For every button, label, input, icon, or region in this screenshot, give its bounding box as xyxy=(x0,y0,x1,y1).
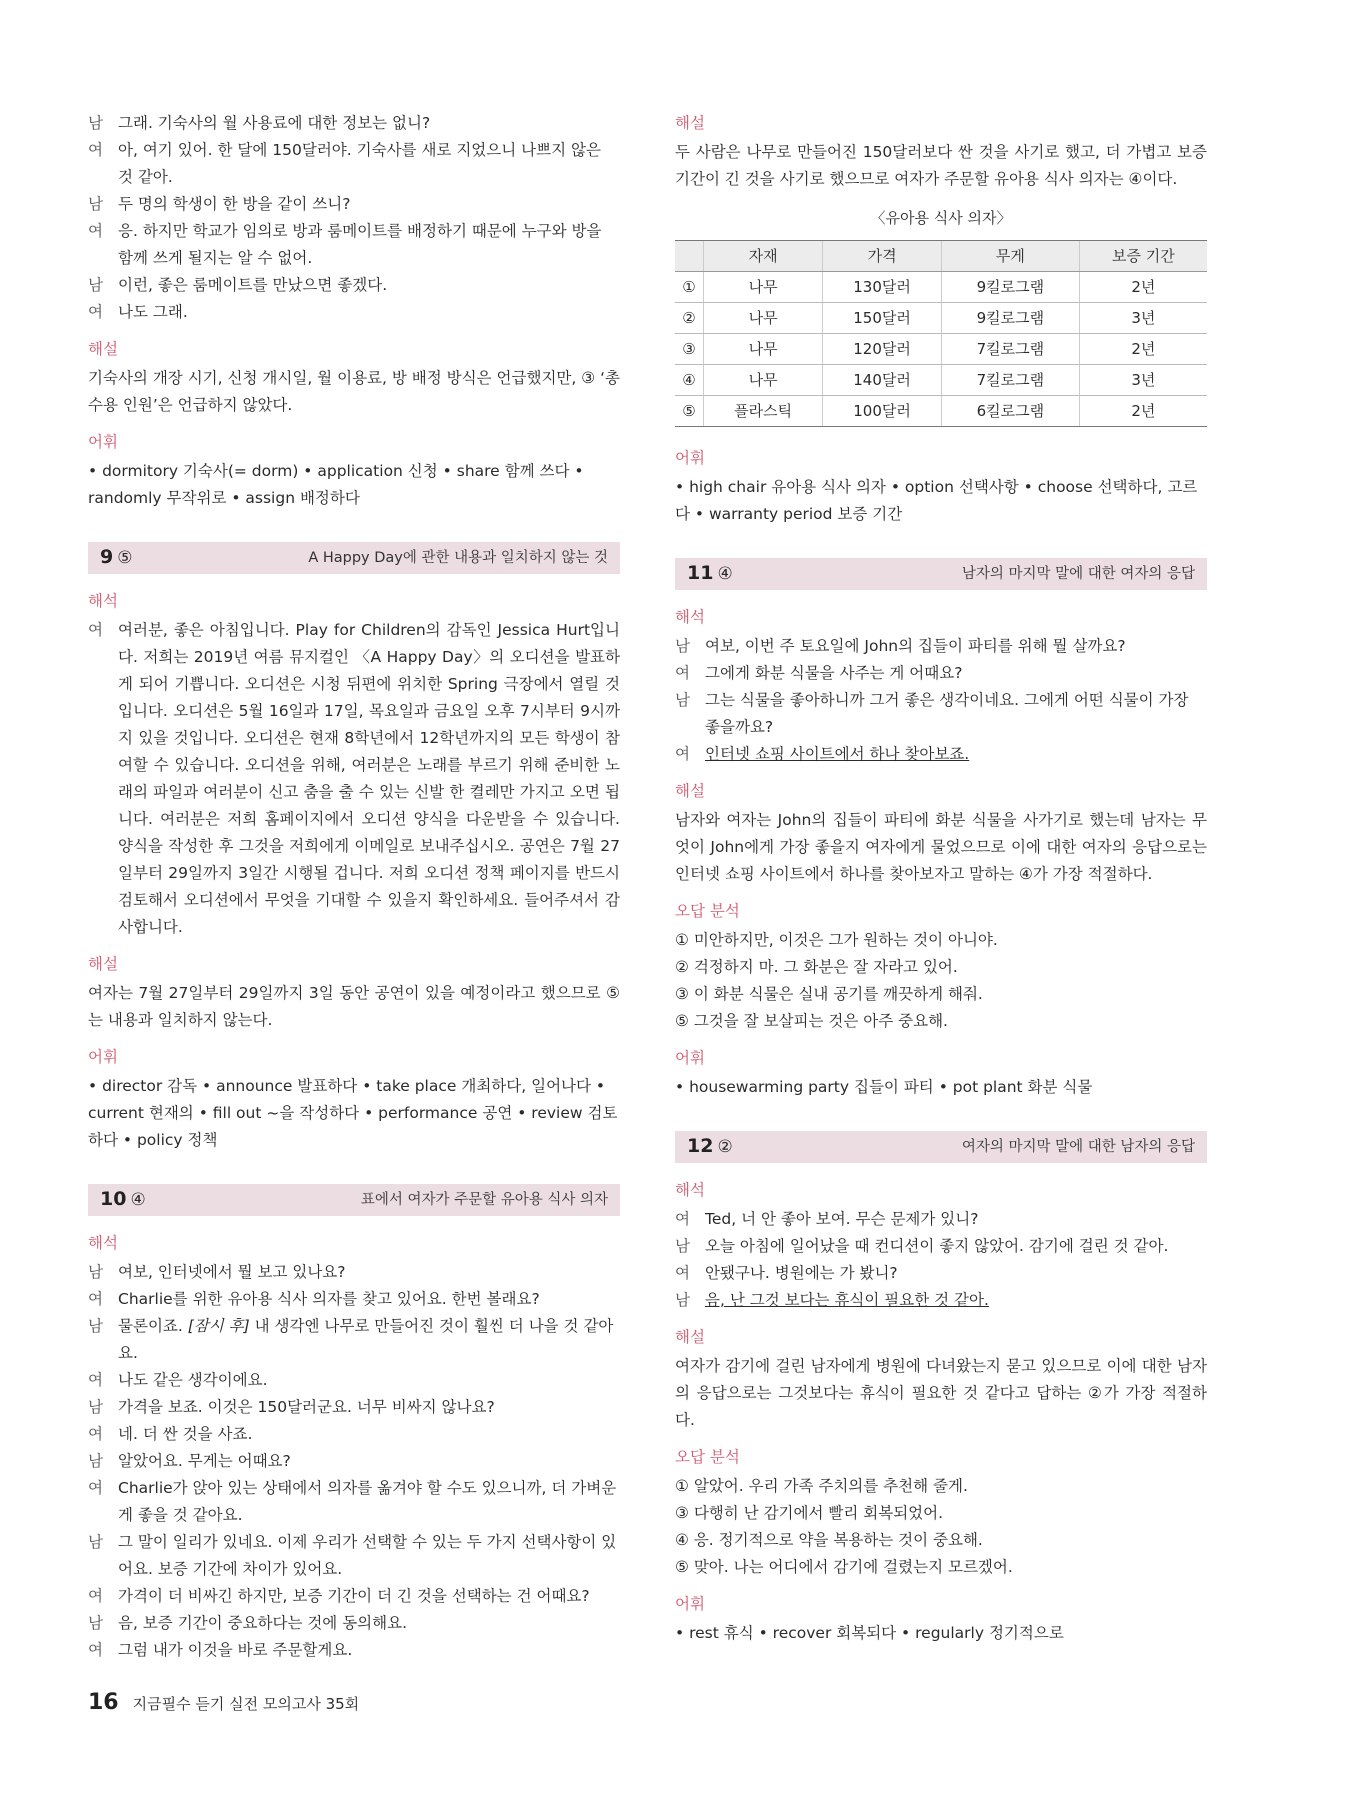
dialogue-text: 음, 보증 기간이 중요하다는 것에 동의해요. xyxy=(118,1614,408,1632)
speaker: 남 xyxy=(88,1317,103,1335)
wrong-option: ③ 다행히 난 감기에서 빨리 회복되었어. xyxy=(675,1504,944,1522)
table-cell: 나무 xyxy=(704,334,823,365)
q12-wrong-options xyxy=(675,1473,1207,1581)
dialogue-text: Charlie가 앉아 있는 상태에서 의자를 옮겨야 할 수도 있으니까, 더 가벼운 게 좋을 것 같아요. xyxy=(118,1479,617,1524)
q12-explanation-label: 해설 xyxy=(675,1328,705,1346)
speaker: 여 xyxy=(675,1210,690,1228)
table-row xyxy=(675,365,1207,396)
speaker: 여 xyxy=(88,1479,103,1497)
q9-number: 9 xyxy=(100,546,114,568)
dialogue-text: 이런, 좋은 룸메이트를 만났으면 좋겠다. xyxy=(118,276,388,294)
table-cell: ① xyxy=(675,272,704,303)
dialogue-line xyxy=(88,1448,620,1475)
dialogue-line xyxy=(88,191,620,218)
dialogue-text xyxy=(118,1313,620,1367)
speaker: 남 xyxy=(675,1237,690,1255)
speaker: 여 xyxy=(88,1371,103,1389)
q8-vocab-label: 어휘 xyxy=(88,433,118,451)
table-row xyxy=(675,303,1207,334)
table-cell: 130달러 xyxy=(823,272,942,303)
dialogue-line xyxy=(88,1394,620,1421)
q11-explanation: 남자와 여자는 John의 집들이 파티에 화분 식물을 사가기로 했는데 남자는 무엇이 John에게 가장 좋을지 여자에게 물었으므로 이에 대한 여자의 응답으로는 인터넷 쇼핑 사이트에서 하나를 찾아보자고 말하는 ④가 가장 적절하다. xyxy=(675,811,1207,883)
speaker: 여 xyxy=(88,621,103,639)
underlined-answer-text: 인터넷 쇼핑 사이트에서 하나 찾아보죠. xyxy=(705,745,970,763)
high-chair-table xyxy=(675,240,1207,427)
dialogue-text: 알았어요. 무게는 어때요? xyxy=(118,1452,291,1470)
speaker: 남 xyxy=(88,114,103,132)
speaker: 남 xyxy=(88,1452,103,1470)
dialogue-line xyxy=(675,660,1207,687)
left-column xyxy=(88,110,620,1664)
dialogue-text: 나도 같은 생각이에요. xyxy=(118,1371,268,1389)
page-number: 16 xyxy=(88,1690,119,1715)
q12-vocab-label: 어휘 xyxy=(675,1595,705,1613)
speaker: 남 xyxy=(675,691,690,709)
q10-vocab-label: 어휘 xyxy=(675,449,705,467)
dialogue-line xyxy=(88,1610,620,1637)
speaker: 남 xyxy=(88,1263,103,1281)
wrong-option: ① 알았어. 우리 가족 주치의를 추천해 줄게. xyxy=(675,1477,968,1495)
dialogue-line xyxy=(675,687,1207,741)
speaker: 여 xyxy=(675,745,690,763)
dialogue-line xyxy=(88,1367,620,1394)
dialogue-text: 그래. 기숙사의 월 사용료에 대한 정보는 없니? xyxy=(118,114,431,132)
q9-vocab: • director 감독 • announce 발표하다 • take place 개최하다, 일어나다 • current 현재의 • fill out ~을 작성하다 • performance 공연 • review 검토하다 • policy 정책 xyxy=(88,1077,618,1149)
q12-dialogue xyxy=(675,1206,1207,1314)
q11-wrong-options xyxy=(675,927,1207,1035)
q11-header xyxy=(675,558,1207,590)
q12-title: 여자의 마지막 말에 대한 남자의 응답 xyxy=(961,1138,1195,1155)
table-cell: 나무 xyxy=(704,303,823,334)
q11-vocab: • housewarming party 집들이 파티 • pot plant 화분 식물 xyxy=(675,1078,1093,1096)
table-cell: ④ xyxy=(675,365,704,396)
dialogue-text: 가격을 보죠. 이것은 150달러군요. 너무 비싸지 않나요? xyxy=(118,1398,495,1416)
q9-translation-label: 해석 xyxy=(88,592,118,610)
dialogue-text: 그는 식물을 좋아하니까 그거 좋은 생각이네요. 그에게 어떤 식물이 가장 좋을까요? xyxy=(705,691,1189,736)
dialogue-line xyxy=(88,137,620,191)
speaker: 여 xyxy=(88,141,103,159)
q11-answer: ④ xyxy=(717,564,733,584)
q10-answer: ④ xyxy=(130,1190,146,1210)
dialogue-line xyxy=(675,1233,1207,1260)
dialogue-line xyxy=(88,1637,620,1664)
dialogue-line xyxy=(675,633,1207,660)
table-header-row xyxy=(675,241,1207,272)
q9-title: A Happy Day에 관한 내용과 일치하지 않는 것 xyxy=(308,549,608,566)
table-header-cell: 가격 xyxy=(823,241,942,272)
dialogue-line xyxy=(88,218,620,272)
dialogue-line xyxy=(88,1583,620,1610)
table-cell: 2년 xyxy=(1079,334,1207,365)
dialogue-text: 네. 더 싼 것을 사죠. xyxy=(118,1425,253,1443)
dialogue-line xyxy=(88,1529,620,1583)
dialogue-line xyxy=(675,1260,1207,1287)
dialogue-text: 여보, 인터넷에서 뭘 보고 있나요? xyxy=(118,1263,346,1281)
dialogue-text: 그에게 화분 식물을 사주는 게 어때요? xyxy=(705,664,963,682)
speaker: 남 xyxy=(88,195,103,213)
monologue-text: 여러분, 좋은 아침입니다. Play for Children의 감독인 Jessica Hurt입니다. 저희는 2019년 여름 뮤지컬인 〈A Happy Day〉의 오디션을 발표하게 되어 기쁩니다. 오디션은 시청 뒤편에 위치한 Spring 극장에서 열릴 것입니다. 오디션은 5월 16일과 17일, 목요일과 금요일 오후 7시부터 9시까지 있을 것입니다. 오디션은 현재 8학년에서 12학년까지의 모든 학생이 참여할 수 있습니다. 오디션을 위해, 여러분은 노래를 부르기 위해 준비한 노래의 파일과 여러분이 신고 춤을 출 수 있는 신발 한 켤레만 가지고 오면 됩니다. 여러분은 저희 홈페이지에서 오디션 양식을 다운받을 수 있습니다. 양식을 작성한 후 그것을 저희에게 이메일로 보내주십시오. 공연은 7월 27일부터 29일까지 3일간 시행될 겁니다. 저희 오디션 정책 페이지를 반드시 검토해서 오디션에서 무엇을 기대할 수 있을지 확인하세요. 들어주셔서 감사합니다. xyxy=(118,621,620,936)
q10-explanation-label: 해설 xyxy=(675,114,705,132)
dialogue-line xyxy=(675,1206,1207,1233)
table-cell: ③ xyxy=(675,334,704,365)
q11-translation-label: 해석 xyxy=(675,608,705,626)
table-cell: ② xyxy=(675,303,704,334)
q9-explanation: 여자는 7월 27일부터 29일까지 3일 동안 공연이 있을 예정이라고 했으므로 ⑤는 내용과 일치하지 않는다. xyxy=(88,984,620,1029)
q10-number: 10 xyxy=(100,1188,127,1210)
q11-dialogue xyxy=(675,633,1207,768)
q11-vocab-label: 어휘 xyxy=(675,1049,705,1067)
q12-vocab: • rest 휴식 • recover 회복되다 • regularly 정기적으로 xyxy=(675,1624,1064,1642)
speaker: 여 xyxy=(88,1641,103,1659)
table-cell: 2년 xyxy=(1079,396,1207,427)
table-cell: 140달러 xyxy=(823,365,942,396)
dialogue-text: 응. 하지만 학교가 임의로 방과 룸메이트를 배정하기 때문에 누구와 방을 함께 쓰게 될지는 알 수 없어. xyxy=(118,222,602,267)
dialogue-text: 여보, 이번 주 토요일에 John의 집들이 파티를 위해 뭘 살까요? xyxy=(705,637,1126,655)
dialogue-text: 나도 그래. xyxy=(118,303,188,321)
q10-explanation: 두 사람은 나무로 만들어진 150달러보다 싼 것을 사기로 했고, 더 가볍고 보증 기간이 긴 것을 사기로 했으므로 여자가 주문할 유아용 식사 의자는 ④이다. xyxy=(675,143,1207,188)
speaker: 여 xyxy=(88,1290,103,1308)
dialogue-line xyxy=(88,110,620,137)
dialogue-text-part: 내 생각엔 나무로 만들어진 것이 훨씬 더 나을 것 같아요. xyxy=(118,1317,614,1362)
wrong-option: ① 미안하지만, 이것은 그가 원하는 것이 아니야. xyxy=(675,931,998,949)
speaker: 남 xyxy=(88,1533,103,1551)
q9-explanation-label: 해설 xyxy=(88,955,118,973)
q8-explanation: 기숙사의 개장 시기, 신청 개시일, 월 이용료, 방 배정 방식은 언급했지만, ③ ‘총 수용 인원’은 언급하지 않았다. xyxy=(88,369,620,414)
table-header-cell: 자재 xyxy=(704,241,823,272)
dialogue-line xyxy=(88,1259,620,1286)
dialogue-text: 오늘 아침에 일어났을 때 컨디션이 좋지 않았어. 감기에 걸린 것 같아. xyxy=(705,1237,1169,1255)
q11-title: 남자의 마지막 말에 대한 여자의 응답 xyxy=(961,565,1195,582)
table-header-cell: 무게 xyxy=(941,241,1079,272)
q12-answer: ② xyxy=(717,1137,733,1157)
dialogue-text: Ted, 너 안 좋아 보여. 무슨 문제가 있니? xyxy=(705,1210,979,1228)
speaker: 여 xyxy=(88,1425,103,1443)
wrong-option: ⑤ 맞아. 나는 어디에서 감기에 걸렸는지 모르겠어. xyxy=(675,1558,1013,1576)
q8-vocab: • dormitory 기숙사(= dorm) • application 신청 • share 함께 쓰다 • randomly 무작위로 • assign 배정하다 xyxy=(88,462,584,507)
q10-translation-label: 해석 xyxy=(88,1234,118,1252)
table-cell: ⑤ xyxy=(675,396,704,427)
q9-answer: ⑤ xyxy=(117,548,133,568)
dialogue-line xyxy=(88,272,620,299)
q9-monologue xyxy=(88,617,620,941)
dialogue-line xyxy=(88,1475,620,1529)
speaker: 남 xyxy=(88,1614,103,1632)
q12-wrong-label: 오답 분석 xyxy=(675,1448,740,1466)
q10-header xyxy=(88,1184,620,1216)
q10-title: 표에서 여자가 주문할 유아용 식사 의자 xyxy=(360,1191,608,1208)
speaker: 여 xyxy=(675,664,690,682)
wrong-option: ④ 응. 정기적으로 약을 복용하는 것이 중요해. xyxy=(675,1531,983,1549)
dialogue-text-part: 물론이죠. xyxy=(118,1317,188,1335)
dialogue-text: Charlie를 위한 유아용 식사 의자를 찾고 있어요. 한번 볼래요? xyxy=(118,1290,540,1308)
speaker: 남 xyxy=(88,276,103,294)
q9-header xyxy=(88,542,620,574)
wrong-option: ② 걱정하지 마. 그 화분은 잘 자라고 있어. xyxy=(675,958,958,976)
intro-dialogue xyxy=(88,110,620,326)
q11-number: 11 xyxy=(687,562,714,584)
dialogue-text: 두 명의 학생이 한 방을 같이 쓰니? xyxy=(118,195,351,213)
dialogue-line xyxy=(675,741,1207,768)
table-header-cell: 보증 기간 xyxy=(1079,241,1207,272)
dialogue-text: 아, 여기 있어. 한 달에 150달러야. 기숙사를 새로 지었으니 나쁘지 않은 것 같아. xyxy=(118,141,601,186)
q8-explanation-label: 해설 xyxy=(88,340,118,358)
q10-vocab: • high chair 유아용 식사 의자 • option 선택사항 • choose 선택하다, 고르다 • warranty period 보증 기간 xyxy=(675,478,1198,523)
table-cell: 120달러 xyxy=(823,334,942,365)
table-header-cell xyxy=(675,241,704,272)
table-cell: 2년 xyxy=(1079,272,1207,303)
dialogue-line xyxy=(675,1287,1207,1314)
table-row xyxy=(675,396,1207,427)
table-cell: 7킬로그램 xyxy=(941,365,1079,396)
dialogue-line xyxy=(88,1421,620,1448)
speaker: 남 xyxy=(88,1398,103,1416)
table-cell: 나무 xyxy=(704,365,823,396)
dialogue-line xyxy=(88,1286,620,1313)
table-cell: 100달러 xyxy=(823,396,942,427)
page-footer xyxy=(88,1690,359,1715)
speaker: 여 xyxy=(675,1264,690,1282)
table-cell: 150달러 xyxy=(823,303,942,334)
underlined-answer-text: 음, 난 그것 보다는 휴식이 필요한 것 같아. xyxy=(705,1291,989,1309)
right-column xyxy=(675,110,1207,1647)
q11-wrong-label: 오답 분석 xyxy=(675,902,740,920)
table-cell: 9킬로그램 xyxy=(941,272,1079,303)
table-cell: 3년 xyxy=(1079,303,1207,334)
book-title: 지금필수 듣기 실전 모의고사 35회 xyxy=(132,1695,360,1713)
speaker: 여 xyxy=(88,303,103,321)
stage-direction: [잠시 후] xyxy=(187,1317,250,1335)
dialogue-text: 안됐구나. 병원에는 가 봤니? xyxy=(705,1264,898,1282)
wrong-option: ③ 이 화분 식물은 실내 공기를 깨끗하게 해줘. xyxy=(675,985,983,1003)
q12-header xyxy=(675,1131,1207,1163)
q9-vocab-label: 어휘 xyxy=(88,1048,118,1066)
dialogue-line xyxy=(88,299,620,326)
dialogue-line xyxy=(88,1313,620,1367)
table-cell: 6킬로그램 xyxy=(941,396,1079,427)
table-cell: 나무 xyxy=(704,272,823,303)
q12-explanation: 여자가 감기에 걸린 남자에게 병원에 다녀왔는지 묻고 있으므로 이에 대한 남자의 응답으로는 그것보다는 휴식이 필요한 것 같다고 답하는 ②가 가장 적절하다. xyxy=(675,1357,1207,1429)
speaker: 여 xyxy=(88,1587,103,1605)
table-cell: 7킬로그램 xyxy=(941,334,1079,365)
wrong-option: ⑤ 그것을 잘 보살피는 것은 아주 중요해. xyxy=(675,1012,948,1030)
dialogue-text: 가격이 더 비싸긴 하지만, 보증 기간이 더 긴 것을 선택하는 건 어때요? xyxy=(118,1587,590,1605)
table-caption: 〈유아용 식사 의자〉 xyxy=(870,209,1012,227)
speaker: 여 xyxy=(88,222,103,240)
q12-translation-label: 해석 xyxy=(675,1181,705,1199)
speaker: 남 xyxy=(675,1291,690,1309)
table-cell: 3년 xyxy=(1079,365,1207,396)
table-cell: 9킬로그램 xyxy=(941,303,1079,334)
speaker: 남 xyxy=(675,637,690,655)
table-cell: 플라스틱 xyxy=(704,396,823,427)
q10-dialogue xyxy=(88,1259,620,1664)
q12-number: 12 xyxy=(687,1135,714,1157)
dialogue-text: 그럼 내가 이것을 바로 주문할게요. xyxy=(118,1641,353,1659)
dialogue-text: 그 말이 일리가 있네요. 이제 우리가 선택할 수 있는 두 가지 선택사항이 있어요. 보증 기간에 차이가 있어요. xyxy=(118,1533,617,1578)
table-row xyxy=(675,272,1207,303)
table-row xyxy=(675,334,1207,365)
q11-explanation-label: 해설 xyxy=(675,782,705,800)
